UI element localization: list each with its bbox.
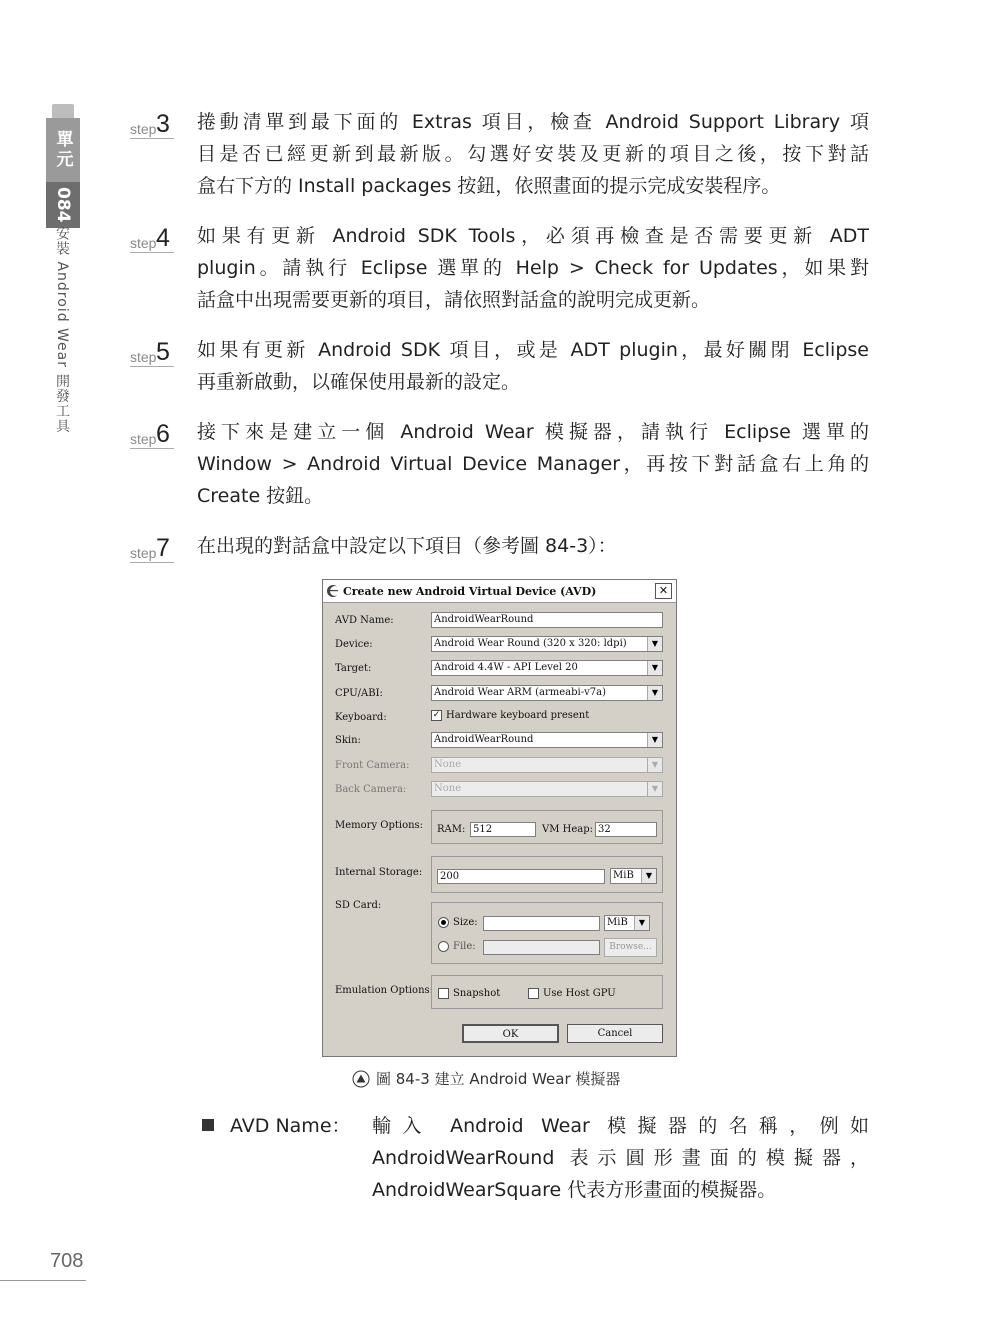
file-radio[interactable] (438, 941, 449, 952)
target-select[interactable] (431, 660, 663, 676)
step-line: 在出現的對話盒中設定以下項目（參考圖 84-3）： (197, 535, 617, 557)
bullet-term: AVD Name： (230, 1115, 351, 1137)
step-line: 目是否已經更新到最新版。勾選好安裝及更新的項目之後，按下對話 (197, 143, 869, 165)
step-label (130, 220, 174, 253)
device-label: Device: (335, 639, 373, 650)
eclipse-icon (326, 584, 340, 598)
snapshot-row[interactable] (438, 988, 500, 999)
step-line: 捲動清單到最下面的 Extras 項目，檢查 Android Support Library 項 (197, 111, 869, 133)
internal-storage-input[interactable]: 200 (437, 869, 605, 884)
use-host-gpu-checkbox[interactable] (528, 988, 539, 999)
internal-storage-group (431, 856, 663, 893)
step-label (130, 106, 174, 139)
emulation-options-label: Emulation Options: (335, 985, 434, 996)
cancel-button[interactable]: Cancel (567, 1024, 663, 1043)
keyboard-checkbox[interactable]: ✓ (432, 710, 441, 720)
file-label: File: (453, 941, 476, 952)
step-number: 7 (156, 534, 170, 562)
chevron-down-icon[interactable]: ▼ (647, 758, 662, 772)
vm-heap-input[interactable]: 32 (595, 822, 657, 837)
step-line: Window > Android Virtual Device Manager，再按下對話盒右上角的 (197, 453, 869, 475)
front-camera-value: None (434, 759, 462, 770)
bullet-square-icon (202, 1119, 214, 1131)
skin-label: Skin: (335, 735, 361, 746)
internal-storage-unit-value: MiB (613, 870, 634, 881)
step-text (197, 334, 869, 398)
step-number: 4 (156, 224, 170, 252)
chevron-down-icon[interactable]: ▼ (647, 733, 662, 747)
back-camera-label: Back Camera: (335, 784, 407, 795)
chevron-down-icon[interactable]: ▼ (634, 916, 649, 930)
internal-storage-unit-select[interactable] (610, 868, 657, 884)
snapshot-checkbox[interactable] (438, 988, 449, 999)
triangle-up-icon (352, 1070, 370, 1088)
step-text (197, 416, 869, 512)
skin-value: AndroidWearRound (434, 734, 534, 745)
sd-card-group (431, 902, 663, 964)
bullet-line: 輸入 Android Wear 模擬器的名稱，例如 (372, 1115, 869, 1137)
device-value: Android Wear Round (320 x 320: ldpi) (434, 638, 627, 649)
sd-size-input[interactable] (483, 916, 600, 931)
chevron-down-icon[interactable]: ▼ (647, 637, 662, 651)
memory-options-label: Memory Options: (335, 820, 424, 831)
bullet-line: AndroidWearRound 表示圓形畫面的模擬器， (372, 1147, 869, 1169)
cpu-abi-select[interactable] (431, 685, 663, 701)
back-camera-value: None (434, 783, 462, 794)
figure-caption-text: 圖 84-3 建立 Android Wear 模擬器 (376, 1070, 621, 1088)
step-line: 再重新啟動，以確保使用最新的設定。 (197, 371, 521, 393)
step-line: 如果有更新 Android SDK 項目，或是 ADT plugin，最好關閉 Eclipse (197, 339, 869, 361)
step-line: 接下來是建立一個 Android Wear 模擬器，請執行 Eclipse 選單的 (197, 421, 869, 443)
front-camera-select[interactable] (431, 757, 663, 773)
step-word: step (130, 235, 157, 251)
side-tab-cap (46, 104, 80, 118)
step-line: 如果有更新 Android SDK Tools，必須再檢查是否需要更新 ADT (197, 225, 869, 247)
cpu-abi-value: Android Wear ARM (armeabi-v7a) (434, 687, 606, 698)
internal-storage-label: Internal Storage: (335, 867, 423, 878)
step-line: 盒右下方的 Install packages 按鈕，依照畫面的提示完成安裝程序。 (197, 175, 781, 197)
ok-button[interactable]: OK (462, 1024, 559, 1043)
size-radio-row[interactable] (438, 917, 478, 928)
snapshot-label: Snapshot (453, 988, 501, 999)
bullet-line: AndroidWearSquare 代表方形畫面的模擬器。 (372, 1179, 777, 1201)
keyboard-option-label: Hardware keyboard present (446, 710, 590, 721)
keyboard-checkbox-row[interactable] (431, 710, 589, 721)
avd-name-input[interactable]: AndroidWearRound (431, 612, 663, 628)
chapter-title: 安裝 Android Wear 開發工具 (54, 226, 70, 434)
chapter-number: 084 (46, 182, 80, 228)
memory-options-group (431, 810, 663, 844)
dialog-title: Create new Android Virtual Device (AVD) (343, 584, 597, 598)
create-avd-dialog (322, 579, 677, 1057)
chapter-unit-label: 單元 (46, 118, 80, 182)
skin-select[interactable] (431, 732, 663, 748)
step-number: 3 (156, 110, 170, 138)
emulation-options-group (431, 975, 663, 1009)
use-host-gpu-row[interactable] (528, 988, 616, 999)
step-word: step (130, 431, 157, 447)
chapter-side-tab (46, 104, 80, 228)
bullet-description (372, 1110, 869, 1206)
step-word: step (130, 349, 157, 365)
target-label: Target: (335, 663, 372, 674)
step-number: 5 (156, 338, 170, 366)
back-camera-select[interactable] (431, 781, 663, 797)
vm-heap-label: VM Heap: (542, 824, 594, 835)
front-camera-label: Front Camera: (335, 760, 410, 771)
step-label (130, 334, 174, 367)
step-label (130, 530, 174, 563)
step-line: Create 按鈕。 (197, 485, 324, 507)
chevron-down-icon[interactable]: ▼ (647, 661, 662, 675)
file-radio-row[interactable] (438, 941, 476, 952)
step-number: 6 (156, 420, 170, 448)
sd-card-label: SD Card: (335, 900, 382, 911)
size-radio[interactable] (438, 917, 449, 928)
sd-file-input[interactable] (483, 940, 600, 955)
size-label: Size: (453, 917, 478, 928)
step-line: plugin。請執行 Eclipse 選單的 Help > Check for Updates，如果對 (197, 257, 869, 279)
step-label (130, 416, 174, 449)
chevron-down-icon[interactable]: ▼ (641, 869, 656, 883)
figure-caption (352, 1068, 620, 1089)
avd-name-label: AVD Name: (335, 615, 394, 626)
step-text (197, 106, 869, 202)
use-host-gpu-label: Use Host GPU (543, 988, 616, 999)
keyboard-label: Keyboard: (335, 712, 387, 723)
close-icon[interactable]: ✕ (655, 583, 672, 599)
page-number-rule (0, 1280, 86, 1281)
target-value: Android 4.4W - API Level 20 (434, 662, 578, 673)
step-line: 話盒中出現需要更新的項目，請依照對話盒的說明完成更新。 (197, 289, 711, 311)
ram-label: RAM: (437, 824, 466, 835)
page-number: 708 (50, 1250, 84, 1272)
sd-size-unit-value: MiB (607, 917, 628, 928)
step-word: step (130, 545, 157, 561)
cpu-abi-label: CPU/ABI: (335, 688, 383, 699)
ram-input[interactable]: 512 (470, 822, 536, 837)
browse-button[interactable]: Browse... (604, 938, 657, 957)
chevron-down-icon[interactable]: ▼ (647, 686, 662, 700)
device-select[interactable] (431, 636, 663, 652)
step-word: step (130, 121, 157, 137)
step-text (197, 530, 869, 562)
dialog-titlebar[interactable] (323, 580, 676, 603)
chevron-down-icon[interactable]: ▼ (647, 782, 662, 796)
sd-size-unit-select[interactable] (604, 915, 650, 931)
step-text (197, 220, 869, 316)
